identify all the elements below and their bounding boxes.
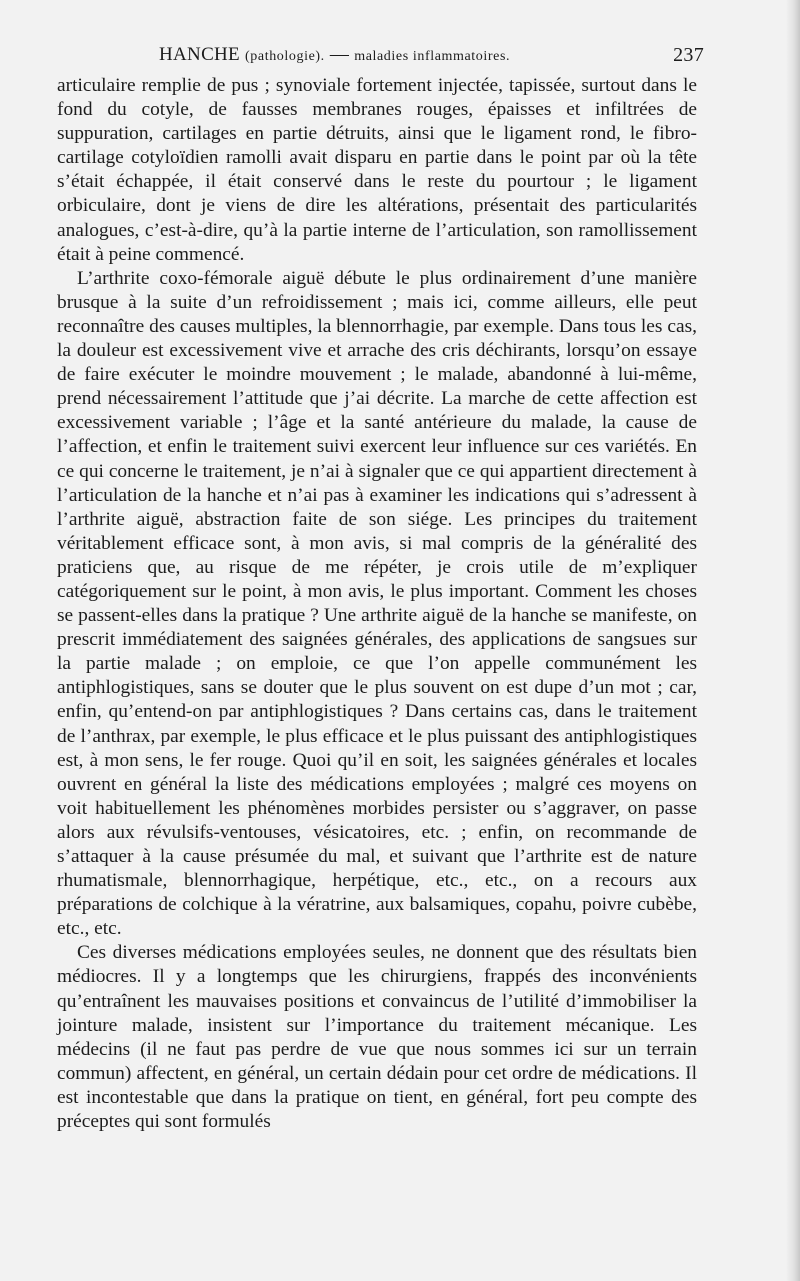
title-paren: (pathologie). [245,49,325,64]
body-text [57,74,697,1134]
title-section: maladies inflammatoires. [354,49,511,64]
page-edge-shadow [786,0,800,1281]
title-main: HANCHE [159,44,240,65]
paragraph-continuation: articulaire remplie de pus ; synoviale fortement injectée, tapissée, surtout dans le fond du cotyle, de fausses membranes rouges, épaisses et infiltrées de suppuration, cartilages en partie détruits, ainsi que le ligament rond, le fibro-cartilage cotyloïdien ramolli avait disparu en partie dans le point par où la tête s’était échappée, il était conservé dans le reste du pourtour ; le ligament orbiculaire, dont je viens de dire les altérations, présentait des particularités analogues, c’est-à-dire, qu’à la partie interne de l’articulation, son ramollissement était à peine commencé. [57,75,697,265]
paragraph-medications: Ces diverses médications employées seules, ne donnent que des résultats bien médiocres. Il y a longtemps que les chirurgiens, frappés des inconvénients qu’entraînent les mauvaises positions et convaincus de l’utilité d’immobiliser la jointure malade, insistent sur l’importance du traitement mécanique. Les médecins (il ne faut pas perdre de vue que nous sommes ici sur un terrain commun) affectent, en général, un certain dédain pour cet ordre de médications. Il est incontestable que dans la pratique on tient, en général, fort peu compte des préceptes qui sont formulés [57,942,697,1133]
page-number: 237 [673,44,704,66]
running-header [57,44,704,70]
title-dash: — [329,44,350,65]
running-title [159,44,510,66]
paragraph-arthrite: L’arthrite coxo-fémorale aiguë débute le plus ordinairement d’une manière brusque à la suite d’un refroidissement ; mais ici, comme ailleurs, elle peut reconnaître des causes multiples, la blennorrhagie, par exemple. Dans tous les cas, la douleur est excessivement vive et arrache des cris déchirants, lorsqu’on essaye de faire exécuter le moindre mouvement ; le malade, abandonné à lui-même, prend nécessairement l’attitude que j’ai décrite. La marche de cette affection est excessivement variable ; l’âge et la santé antérieure du malade, la cause de l’affection, et enfin le traitement suivi exercent leur influence sur ces variétés. En ce qui concerne le traitement, je n’ai à signaler que ce qui appartient directement à l’articulation de la hanche et n’ai pas à examiner les indications qui s’adressent à l’arthrite aiguë, abstraction faite de son siége. Les principes du traitement véritablement efficace sont, à mon avis, si mal compris de la généralité des praticiens que, au risque de me répéter, je crois utile de m’expliquer catégoriquement sur le point, à mon avis, le plus important. Comment les choses se passent-elles dans la pratique ? Une arthrite aiguë de la hanche se manifeste, on prescrit immédiatement des saignées générales, des applications de sangsues sur la partie malade ; on emploie, ce que l’on appelle communément les antiphlogistiques, sans se douter que le plus souvent on est dupe d’un mot ; car, enfin, qu’entend-on par antiphlogistiques ? Dans certains cas, dans le traitement de l’anthrax, par exemple, le plus efficace et le plus puissant des antiphlogistiques est, à mon sens, le fer rouge. Quoi qu’il en soit, les saignées générales et locales ouvrent en général la liste des médications employées ; malgré ces moyens on voit habituellement les phénomènes morbides persister ou s’aggraver, on passe alors aux révulsifs-ventouses, vésicatoires, etc. ; enfin, on recommande de s’attaquer à la cause présumée du mal, et suivant que l’arthrite est de nature rhumatismale, blennorrhagique, herpétique, etc., etc., on a recours aux préparations de colchique à la vératrine, aux balsamiques, copahu, poivre cubèbe, etc., etc. [57,267,697,940]
